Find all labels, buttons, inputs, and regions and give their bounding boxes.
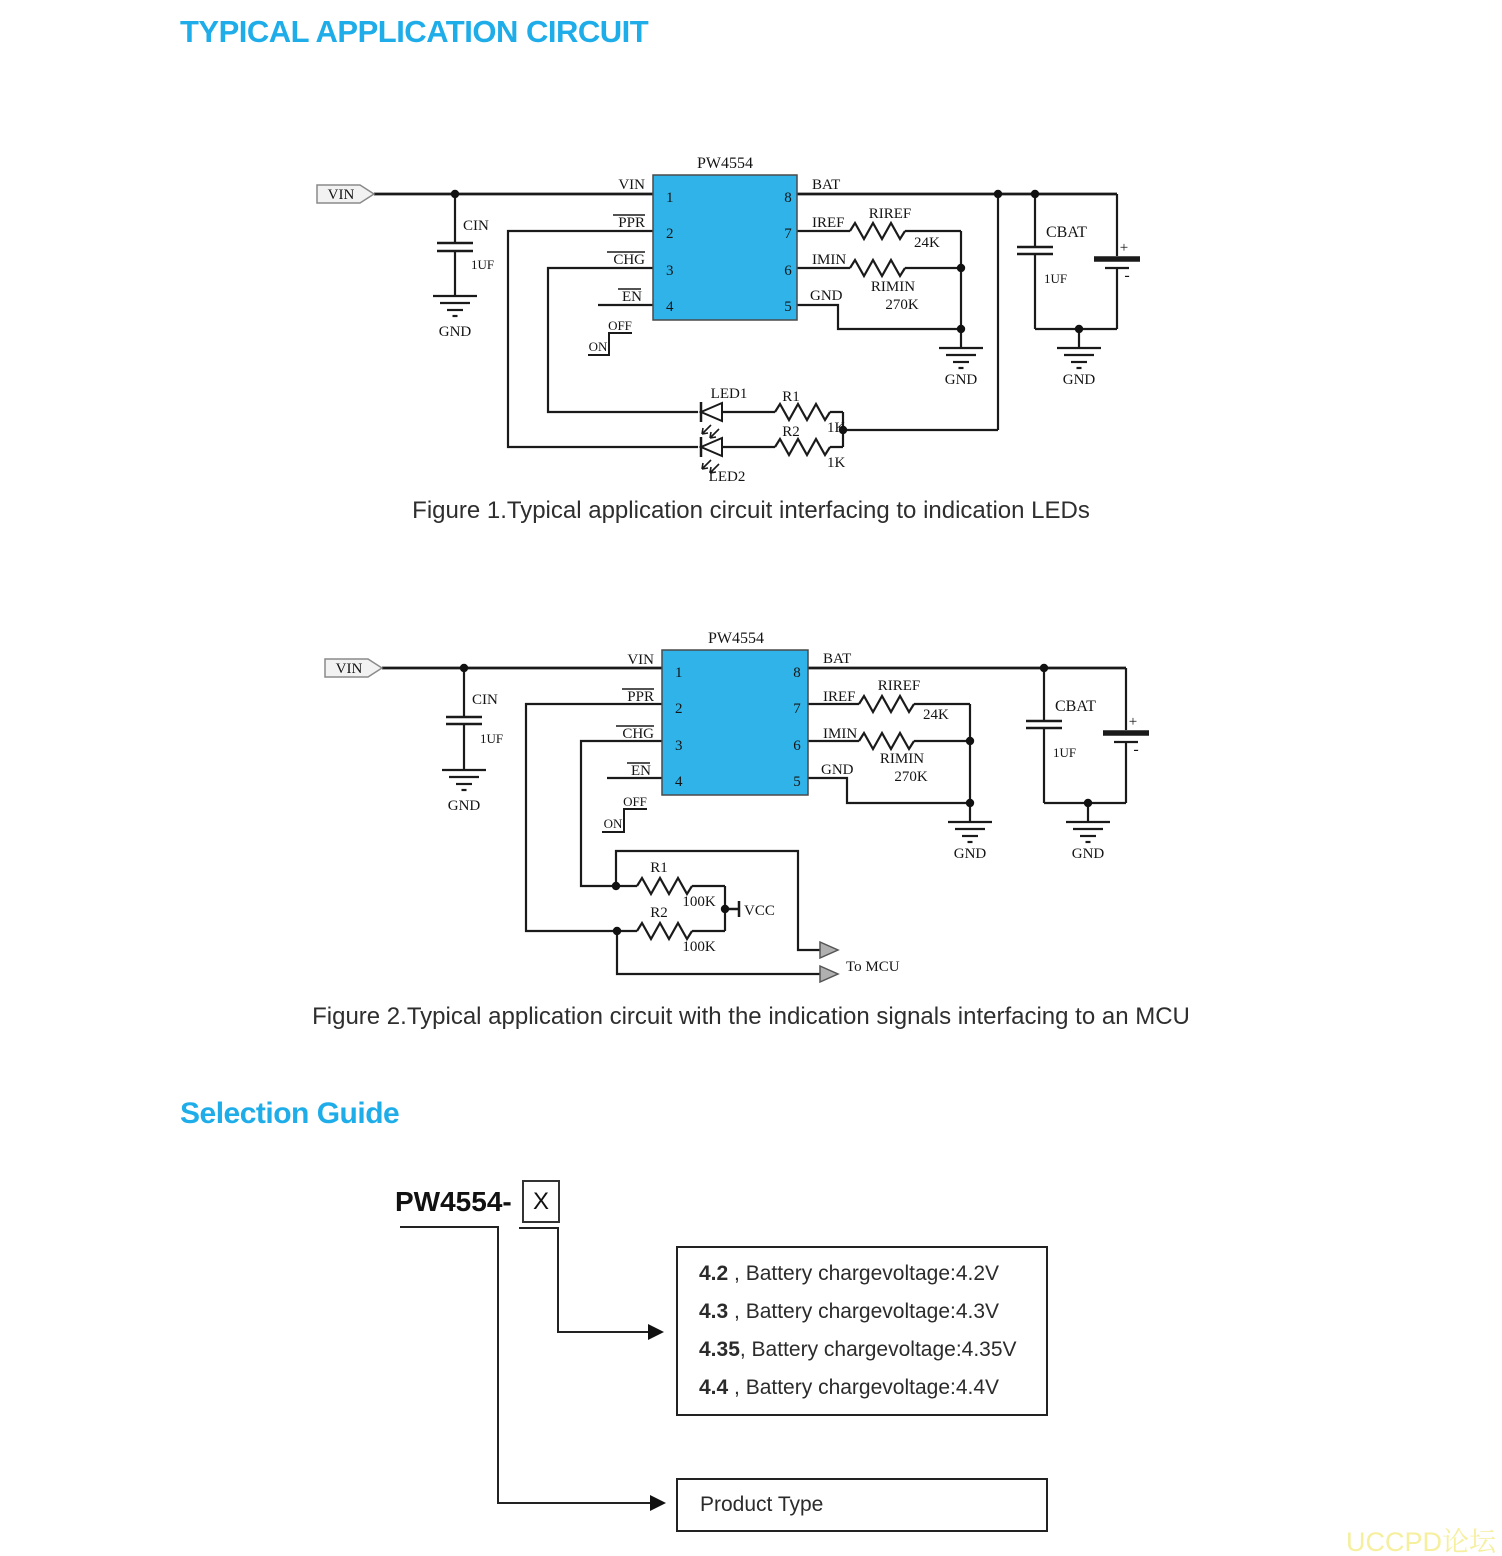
cin-capacitor-plates xyxy=(437,243,473,251)
cin-ref: CIN xyxy=(472,692,498,708)
pin-label-ppr: PPR xyxy=(618,215,645,231)
pin-number: 1 xyxy=(666,190,674,206)
option-description: , Battery chargevoltage:4.35V xyxy=(739,1338,1017,1361)
led2-triangle xyxy=(701,438,722,456)
riref-ref: RIREF xyxy=(868,206,912,222)
r2-resistor xyxy=(637,923,692,939)
r2-value: 1K xyxy=(827,455,846,471)
option-code: 4.35 xyxy=(699,1338,740,1361)
figure2-schematic xyxy=(300,610,1220,1010)
gnd-pin-wire xyxy=(797,305,961,329)
battery-minus-sign: - xyxy=(1133,741,1139,758)
cbat-value: 1UF xyxy=(1044,271,1068,286)
vcc-label: VCC xyxy=(744,903,775,919)
rimin-ref: RIMIN xyxy=(879,751,925,767)
figure2-caption: Figure 2.Typical application circuit with the indication signals interfacing to an MCU xyxy=(312,1003,1190,1030)
gnd-label: GND xyxy=(447,798,481,814)
switch-on-label: ON xyxy=(588,339,608,354)
r2-resistor xyxy=(775,439,830,455)
pin-number: 7 xyxy=(784,226,792,242)
pin-label-chg: CHG xyxy=(613,252,645,268)
ppr-mcu-wire xyxy=(616,851,820,950)
pin-number: 4 xyxy=(675,774,683,790)
led1-emission-arrows-a xyxy=(702,425,711,434)
cbat-capacitor-plates xyxy=(1017,247,1053,254)
pin-label-imin: IMIN xyxy=(823,726,858,742)
pin-label-vin: VIN xyxy=(618,177,645,193)
cin-capacitor-plates xyxy=(446,717,482,724)
to-mcu-label: To MCU xyxy=(846,959,900,975)
pin-number: 1 xyxy=(675,665,683,681)
figure1-caption: Figure 1.Typical application circuit interfacing to indication LEDs xyxy=(412,497,1090,524)
page-title: TYPICAL APPLICATION CIRCUIT xyxy=(180,14,649,49)
arrowhead-icon xyxy=(650,1495,666,1511)
r1-value: 100K xyxy=(682,894,716,910)
battery-plus-sign: + xyxy=(1128,714,1138,730)
led1-label: LED1 xyxy=(710,386,748,402)
r1-ref: R1 xyxy=(782,389,800,405)
chg-mcu-wire xyxy=(617,931,820,974)
product-type-box xyxy=(676,1478,1048,1532)
pin-number: 3 xyxy=(675,738,683,754)
voltage-option xyxy=(699,1262,1046,1286)
pin-number: 2 xyxy=(666,226,674,242)
pin-number: 7 xyxy=(793,701,801,717)
rimin-resistor xyxy=(859,733,914,749)
pin-number: 8 xyxy=(793,665,801,681)
arrowhead-icon xyxy=(648,1324,664,1340)
gnd-label: GND xyxy=(944,372,978,388)
option-code: 4.3 xyxy=(699,1300,729,1323)
led1-triangle xyxy=(701,403,722,421)
r2-row-wire xyxy=(617,909,725,931)
pin-number: 5 xyxy=(784,299,792,315)
cbat-value: 1UF xyxy=(1053,745,1077,760)
riref-resistor xyxy=(850,223,905,239)
voltage-option xyxy=(699,1338,1046,1362)
pin-label-bat: BAT xyxy=(823,651,852,667)
to-mcu-arrow-icon xyxy=(820,966,838,982)
cin-value: 1UF xyxy=(480,731,504,746)
pin-number: 5 xyxy=(793,774,801,790)
led1-emission-arrows-b xyxy=(710,429,719,438)
pin-label-gnd: GND xyxy=(821,762,854,778)
figure1-schematic xyxy=(300,130,1180,500)
rimin-ref: RIMIN xyxy=(870,279,916,295)
pin-label-ppr: PPR xyxy=(627,689,654,705)
to-mcu-arrow-icon xyxy=(820,942,838,958)
switch-on-label: ON xyxy=(603,816,623,831)
pin-number: 8 xyxy=(784,190,792,206)
selection-guide-heading: Selection Guide xyxy=(180,1097,400,1130)
option-description: , Battery chargevoltage:4.2V xyxy=(728,1262,1000,1285)
gnd-label: GND xyxy=(953,846,987,862)
battery-minus-sign: - xyxy=(1124,267,1130,284)
option-code: 4.2 xyxy=(699,1262,729,1285)
pin-number: 6 xyxy=(784,263,792,279)
gnd-pin-wire xyxy=(808,778,970,803)
vin-tag-label: VIN xyxy=(335,661,363,677)
cin-value: 1UF xyxy=(471,257,495,272)
pin-label-imin: IMIN xyxy=(812,252,847,268)
fig1-led-symbols xyxy=(701,402,722,473)
voltage-option xyxy=(699,1300,1046,1324)
r1-ref: R1 xyxy=(650,860,668,876)
ic-name: PW4554 xyxy=(697,155,753,172)
riref-resistor xyxy=(859,696,914,712)
r1-value: 1K xyxy=(827,420,846,436)
led-join-wire xyxy=(843,412,998,447)
pin-label-chg: CHG xyxy=(622,726,654,742)
r2-ref: R2 xyxy=(650,905,668,921)
rimin-value: 270K xyxy=(894,769,928,785)
selection-connectors xyxy=(380,1170,680,1540)
product-type-label: Product Type xyxy=(700,1493,824,1516)
switch-off-label: OFF xyxy=(623,794,647,809)
ic-name: PW4554 xyxy=(708,630,764,647)
riref-value: 24K xyxy=(914,235,940,251)
r1-resistor xyxy=(637,878,692,894)
pin-number: 3 xyxy=(666,263,674,279)
pin-label-en: EN xyxy=(622,289,642,305)
led2-label: LED2 xyxy=(708,469,746,485)
pin-number: 6 xyxy=(793,738,801,754)
r1-resistor xyxy=(775,404,830,420)
switch-off-label: OFF xyxy=(608,318,632,333)
variant-placeholder: X xyxy=(532,1187,549,1215)
product-type-connector xyxy=(400,1227,650,1503)
pin-number: 4 xyxy=(666,299,674,315)
pin-label-en: EN xyxy=(631,763,651,779)
rimin-resistor xyxy=(850,260,905,276)
pin-label-iref: IREF xyxy=(823,689,856,705)
r2-ref: R2 xyxy=(782,424,800,440)
pin-number: 2 xyxy=(675,701,683,717)
pin-label-vin: VIN xyxy=(627,652,654,668)
voltage-option xyxy=(699,1376,1046,1400)
cbat-ref: CBAT xyxy=(1055,698,1096,715)
option-description: , Battery chargevoltage:4.3V xyxy=(728,1300,1000,1323)
option-code: 4.4 xyxy=(699,1376,729,1399)
variant-connector xyxy=(519,1228,648,1332)
battery-plus-sign: + xyxy=(1119,240,1129,256)
ic-body xyxy=(662,650,808,795)
option-description: , Battery chargevoltage:4.4V xyxy=(728,1376,1000,1399)
gnd-label: GND xyxy=(1062,372,1096,388)
rimin-value: 270K xyxy=(885,297,919,313)
vin-tag-label: VIN xyxy=(327,187,355,203)
gnd-label: GND xyxy=(438,324,472,340)
voltage-options-box xyxy=(676,1246,1048,1416)
pin-label-bat: BAT xyxy=(812,177,841,193)
gnd-label: GND xyxy=(1071,846,1105,862)
watermark: UCCPD论坛 xyxy=(1345,1527,1496,1556)
selection-connector-lines xyxy=(400,1227,650,1503)
cbat-capacitor-plates xyxy=(1026,721,1062,728)
cin-ref: CIN xyxy=(463,218,489,234)
r2-value: 100K xyxy=(682,939,716,955)
led2-emission-arrows-a xyxy=(702,460,711,469)
part-number-prefix: PW4554- xyxy=(395,1186,512,1217)
pin-label-gnd: GND xyxy=(810,288,843,304)
cbat-ref: CBAT xyxy=(1046,224,1087,241)
riref-ref: RIREF xyxy=(877,678,921,694)
ic-body xyxy=(653,175,797,320)
riref-value: 24K xyxy=(923,707,949,723)
pin-label-iref: IREF xyxy=(812,215,845,231)
